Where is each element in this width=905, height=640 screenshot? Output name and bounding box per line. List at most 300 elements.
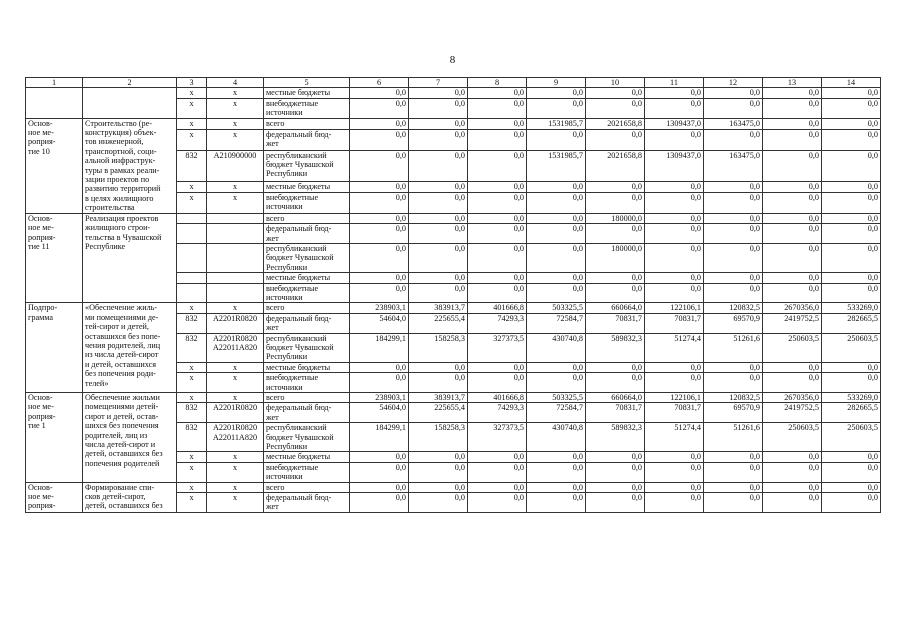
- amount-cell: 0,0: [350, 88, 409, 98]
- column-number-3: 3: [177, 78, 207, 88]
- amount-cell: 184299,1: [350, 333, 409, 362]
- funding-source: всего: [264, 482, 350, 492]
- amount-cell: 0,0: [409, 192, 468, 213]
- amount-cell: 2021658,8: [586, 118, 645, 129]
- amount-cell: 533269,0: [822, 303, 881, 313]
- amount-cell: 327373,5: [468, 333, 527, 362]
- budget-code: x: [207, 373, 264, 393]
- amount-cell: 0,0: [468, 452, 527, 462]
- amount-cell: 0,0: [527, 98, 586, 118]
- amount-cell: 0,0: [645, 283, 704, 303]
- amount-cell: 0,0: [409, 493, 468, 513]
- amount-cell: 0,0: [704, 362, 763, 372]
- admin-code: x: [177, 129, 207, 150]
- funding-source: федеральный бюд- жет: [264, 403, 350, 423]
- amount-cell: 0,0: [822, 224, 881, 244]
- amount-cell: 0,0: [822, 98, 881, 118]
- amount-cell: 0,0: [704, 129, 763, 150]
- column-number-1: 1: [26, 78, 83, 88]
- amount-cell: 2419752,5: [763, 313, 822, 333]
- amount-cell: 0,0: [822, 452, 881, 462]
- amount-cell: 0,0: [704, 452, 763, 462]
- amount-cell: 0,0: [527, 181, 586, 192]
- amount-cell: 0,0: [409, 362, 468, 372]
- column-number-4: 4: [207, 78, 264, 88]
- amount-cell: 0,0: [586, 283, 645, 303]
- budget-code: x: [207, 303, 264, 313]
- amount-cell: 0,0: [468, 273, 527, 283]
- amount-cell: 51274,4: [645, 423, 704, 452]
- column-number-8: 8: [468, 78, 527, 88]
- admin-code: [177, 273, 207, 283]
- amount-cell: 0,0: [822, 213, 881, 223]
- admin-code: x: [177, 192, 207, 213]
- budget-code: А2201R0820: [207, 313, 264, 333]
- amount-cell: 0,0: [822, 373, 881, 393]
- amount-cell: 180000,0: [586, 243, 645, 272]
- amount-cell: 69570,9: [704, 313, 763, 333]
- measure-description: Формирование спи- сков детей-сирот, детей, оставшихся без: [83, 482, 177, 512]
- page-number: 8: [449, 54, 456, 66]
- measure-description: Обеспечение жильми помещениями детей- сирот и детей, остав- шихся без попечения родителей, лиц из числа детей-сирот и детей, оставшихся без попечения родителей: [83, 393, 177, 483]
- amount-cell: 383913,7: [409, 393, 468, 403]
- amount-cell: 0,0: [409, 452, 468, 462]
- amount-cell: 0,0: [704, 462, 763, 482]
- amount-cell: 0,0: [527, 192, 586, 213]
- amount-cell: 0,0: [350, 192, 409, 213]
- amount-cell: 163475,0: [704, 118, 763, 129]
- amount-cell: 0,0: [350, 150, 409, 181]
- amount-cell: 0,0: [350, 362, 409, 372]
- amount-cell: 0,0: [763, 493, 822, 513]
- amount-cell: 72584,7: [527, 403, 586, 423]
- amount-cell: 0,0: [468, 192, 527, 213]
- amount-cell: 0,0: [763, 462, 822, 482]
- table-row: [26, 303, 881, 313]
- amount-cell: 282665,5: [822, 313, 881, 333]
- amount-cell: 0,0: [468, 150, 527, 181]
- amount-cell: 0,0: [527, 283, 586, 303]
- funding-source: местные бюджеты: [264, 362, 350, 372]
- amount-cell: 0,0: [350, 98, 409, 118]
- funding-source: федеральный бюд- жет: [264, 129, 350, 150]
- amount-cell: 54604,0: [350, 313, 409, 333]
- amount-cell: 589832,3: [586, 333, 645, 362]
- amount-cell: 0,0: [409, 88, 468, 98]
- amount-cell: 430740,8: [527, 423, 586, 452]
- amount-cell: 51261,6: [704, 423, 763, 452]
- funding-source: федеральный бюд- жет: [264, 313, 350, 333]
- amount-cell: 0,0: [645, 452, 704, 462]
- amount-cell: 0,0: [645, 192, 704, 213]
- amount-cell: 0,0: [350, 129, 409, 150]
- amount-cell: 0,0: [763, 181, 822, 192]
- amount-cell: 225655,4: [409, 313, 468, 333]
- funding-source: внебюджетные источники: [264, 283, 350, 303]
- table-row: [26, 118, 881, 129]
- admin-code: 832: [177, 403, 207, 423]
- amount-cell: 0,0: [527, 243, 586, 272]
- amount-cell: 250603,5: [763, 423, 822, 452]
- amount-cell: 0,0: [645, 129, 704, 150]
- amount-cell: 0,0: [822, 243, 881, 272]
- admin-code: 832: [177, 333, 207, 362]
- budget-table: [25, 77, 881, 513]
- amount-cell: 0,0: [350, 452, 409, 462]
- column-number-6: 6: [350, 78, 409, 88]
- amount-cell: 0,0: [527, 462, 586, 482]
- amount-cell: 0,0: [822, 462, 881, 482]
- admin-code: [177, 224, 207, 244]
- amount-cell: 0,0: [350, 462, 409, 482]
- amount-cell: 0,0: [468, 283, 527, 303]
- funding-source: местные бюджеты: [264, 181, 350, 192]
- column-number-12: 12: [704, 78, 763, 88]
- measure-description: Строительство (ре- конструкция) объек- тов инженерной, транспортной, соци- альной инфраструк- туры в рамках реали- зации проектов по развитию территорий в целях жилищного строительства: [83, 118, 177, 213]
- budget-code: x: [207, 129, 264, 150]
- amount-cell: 0,0: [704, 243, 763, 272]
- amount-cell: 0,0: [468, 129, 527, 150]
- admin-code: 832: [177, 150, 207, 181]
- amount-cell: 0,0: [763, 224, 822, 244]
- amount-cell: 0,0: [586, 181, 645, 192]
- amount-cell: 0,0: [527, 362, 586, 372]
- budget-code: x: [207, 192, 264, 213]
- budget-code: [207, 213, 264, 223]
- amount-cell: 0,0: [409, 181, 468, 192]
- amount-cell: 0,0: [704, 98, 763, 118]
- measure-label: Основ- ное ме- роприя- тие 11: [26, 213, 83, 303]
- admin-code: x: [177, 373, 207, 393]
- admin-code: x: [177, 482, 207, 492]
- admin-code: x: [177, 493, 207, 513]
- amount-cell: 0,0: [527, 88, 586, 98]
- admin-code: x: [177, 393, 207, 403]
- budget-code: x: [207, 462, 264, 482]
- amount-cell: 0,0: [468, 482, 527, 492]
- amount-cell: 0,0: [468, 362, 527, 372]
- funding-source: федеральный бюд- жет: [264, 493, 350, 513]
- amount-cell: 0,0: [645, 482, 704, 492]
- amount-cell: 54604,0: [350, 403, 409, 423]
- amount-cell: 0,0: [527, 373, 586, 393]
- admin-code: x: [177, 362, 207, 372]
- measure-label: Основ- ное ме- роприя- тие 1: [26, 393, 83, 483]
- amount-cell: 70831,7: [645, 403, 704, 423]
- measure-description: Реализация проектов жилищного строи- тельства в Чувашской Республике: [83, 213, 177, 303]
- amount-cell: 2670356,0: [763, 393, 822, 403]
- table-row: [26, 482, 881, 492]
- amount-cell: 0,0: [763, 129, 822, 150]
- amount-cell: 0,0: [586, 462, 645, 482]
- column-number-14: 14: [822, 78, 881, 88]
- measure-label: Основ- ное ме- роприя- тие 10: [26, 118, 83, 213]
- amount-cell: 0,0: [350, 181, 409, 192]
- amount-cell: 0,0: [763, 98, 822, 118]
- amount-cell: 0,0: [586, 88, 645, 98]
- amount-cell: 0,0: [350, 482, 409, 492]
- budget-code: А2201R0820 А22011А820: [207, 333, 264, 362]
- amount-cell: 0,0: [704, 224, 763, 244]
- amount-cell: 401666,8: [468, 303, 527, 313]
- budget-code: А2201R0820 А22011А820: [207, 423, 264, 452]
- amount-cell: 122106,1: [645, 393, 704, 403]
- table-row: [26, 393, 881, 403]
- admin-code: 832: [177, 423, 207, 452]
- amount-cell: 0,0: [763, 150, 822, 181]
- amount-cell: 0,0: [409, 373, 468, 393]
- amount-cell: 660664,0: [586, 393, 645, 403]
- amount-cell: 0,0: [822, 150, 881, 181]
- budget-code: x: [207, 88, 264, 98]
- funding-source: внебюджетные источники: [264, 462, 350, 482]
- amount-cell: 0,0: [586, 452, 645, 462]
- amount-cell: 0,0: [763, 452, 822, 462]
- amount-cell: 282665,5: [822, 403, 881, 423]
- measure-label: Основ- ное ме- роприя-: [26, 482, 83, 512]
- amount-cell: 120832,5: [704, 303, 763, 313]
- amount-cell: 0,0: [527, 129, 586, 150]
- amount-cell: 2021658,8: [586, 150, 645, 181]
- measure-label: [26, 88, 83, 118]
- amount-cell: 0,0: [822, 118, 881, 129]
- budget-code: [207, 283, 264, 303]
- measure-description: «Обеспечение жиль- ми помещениями де- тей-сирот и детей, оставшихся без попе- чения родителей, лиц из числа детей-сирот и детей, оставшихся без попечения роди- телей»: [83, 303, 177, 393]
- column-number-7: 7: [409, 78, 468, 88]
- amount-cell: 0,0: [645, 98, 704, 118]
- amount-cell: 0,0: [468, 213, 527, 223]
- amount-cell: 74293,3: [468, 313, 527, 333]
- amount-cell: 0,0: [409, 482, 468, 492]
- amount-cell: 1309437,0: [645, 150, 704, 181]
- amount-cell: 0,0: [763, 88, 822, 98]
- amount-cell: 0,0: [468, 243, 527, 272]
- funding-source: местные бюджеты: [264, 88, 350, 98]
- column-number-5: 5: [264, 78, 350, 88]
- amount-cell: 0,0: [468, 98, 527, 118]
- amount-cell: 0,0: [645, 462, 704, 482]
- amount-cell: 0,0: [645, 213, 704, 223]
- amount-cell: 0,0: [645, 493, 704, 513]
- amount-cell: 69570,9: [704, 403, 763, 423]
- amount-cell: 401666,8: [468, 393, 527, 403]
- column-number-11: 11: [645, 78, 704, 88]
- amount-cell: 184299,1: [350, 423, 409, 452]
- budget-code: А210900000: [207, 150, 264, 181]
- amount-cell: 0,0: [409, 273, 468, 283]
- amount-cell: 0,0: [763, 362, 822, 372]
- amount-cell: 0,0: [822, 283, 881, 303]
- amount-cell: 0,0: [645, 273, 704, 283]
- amount-cell: 0,0: [704, 283, 763, 303]
- amount-cell: 0,0: [645, 243, 704, 272]
- amount-cell: 0,0: [704, 482, 763, 492]
- budget-code: [207, 243, 264, 272]
- amount-cell: 0,0: [409, 283, 468, 303]
- budget-code: x: [207, 362, 264, 372]
- admin-code: x: [177, 452, 207, 462]
- column-number-13: 13: [763, 78, 822, 88]
- admin-code: [177, 213, 207, 223]
- amount-cell: 383913,7: [409, 303, 468, 313]
- amount-cell: 2419752,5: [763, 403, 822, 423]
- amount-cell: 158258,3: [409, 423, 468, 452]
- amount-cell: 0,0: [409, 462, 468, 482]
- amount-cell: 0,0: [822, 273, 881, 283]
- amount-cell: 0,0: [704, 373, 763, 393]
- measure-description: [83, 88, 177, 118]
- amount-cell: 0,0: [350, 213, 409, 223]
- funding-source: всего: [264, 118, 350, 129]
- amount-cell: 163475,0: [704, 150, 763, 181]
- funding-source: внебюджетные источники: [264, 373, 350, 393]
- amount-cell: 0,0: [468, 373, 527, 393]
- amount-cell: 0,0: [763, 243, 822, 272]
- amount-cell: 589832,3: [586, 423, 645, 452]
- admin-code: [177, 283, 207, 303]
- amount-cell: 0,0: [409, 129, 468, 150]
- amount-cell: 0,0: [350, 283, 409, 303]
- amount-cell: 0,0: [409, 243, 468, 272]
- amount-cell: 0,0: [763, 118, 822, 129]
- funding-source: республиканский бюджет Чувашской Республики: [264, 423, 350, 452]
- amount-cell: 70831,7: [586, 313, 645, 333]
- budget-code: А2201R0820: [207, 403, 264, 423]
- funding-source: республиканский бюджет Чувашской Республики: [264, 333, 350, 362]
- budget-code: x: [207, 118, 264, 129]
- table-row: [26, 213, 881, 223]
- admin-code: x: [177, 98, 207, 118]
- amount-cell: 0,0: [645, 362, 704, 372]
- admin-code: 832: [177, 313, 207, 333]
- amount-cell: 0,0: [527, 273, 586, 283]
- amount-cell: 0,0: [822, 192, 881, 213]
- amount-cell: 0,0: [350, 373, 409, 393]
- amount-cell: 0,0: [586, 98, 645, 118]
- amount-cell: 1531985,7: [527, 150, 586, 181]
- amount-cell: 0,0: [645, 88, 704, 98]
- amount-cell: 0,0: [822, 181, 881, 192]
- budget-code: [207, 273, 264, 283]
- table-row: [26, 88, 881, 98]
- funding-source: республиканский бюджет Чувашской Республики: [264, 243, 350, 272]
- amount-cell: 0,0: [822, 493, 881, 513]
- amount-cell: 0,0: [586, 482, 645, 492]
- amount-cell: 0,0: [468, 462, 527, 482]
- amount-cell: 503325,5: [527, 393, 586, 403]
- budget-code: x: [207, 452, 264, 462]
- admin-code: x: [177, 181, 207, 192]
- amount-cell: 0,0: [527, 224, 586, 244]
- amount-cell: 0,0: [409, 118, 468, 129]
- amount-cell: 250603,5: [822, 423, 881, 452]
- amount-cell: 0,0: [645, 181, 704, 192]
- amount-cell: 0,0: [409, 150, 468, 181]
- budget-code: x: [207, 393, 264, 403]
- amount-cell: 0,0: [409, 213, 468, 223]
- amount-cell: 72584,7: [527, 313, 586, 333]
- amount-cell: 430740,8: [527, 333, 586, 362]
- amount-cell: 0,0: [704, 181, 763, 192]
- amount-cell: 0,0: [586, 129, 645, 150]
- budget-code: [207, 224, 264, 244]
- amount-cell: 0,0: [704, 192, 763, 213]
- amount-cell: 238903,1: [350, 303, 409, 313]
- amount-cell: 0,0: [409, 224, 468, 244]
- amount-cell: 0,0: [468, 88, 527, 98]
- amount-cell: 225655,4: [409, 403, 468, 423]
- amount-cell: 0,0: [704, 493, 763, 513]
- amount-cell: 0,0: [350, 273, 409, 283]
- budget-code: x: [207, 98, 264, 118]
- amount-cell: 0,0: [350, 224, 409, 244]
- amount-cell: 180000,0: [586, 213, 645, 223]
- amount-cell: 0,0: [586, 362, 645, 372]
- column-number-2: 2: [83, 78, 177, 88]
- amount-cell: 0,0: [704, 88, 763, 98]
- amount-cell: 0,0: [586, 273, 645, 283]
- amount-cell: 1309437,0: [645, 118, 704, 129]
- amount-cell: 0,0: [350, 493, 409, 513]
- amount-cell: 0,0: [763, 273, 822, 283]
- amount-cell: 0,0: [527, 493, 586, 513]
- funding-source: местные бюджеты: [264, 273, 350, 283]
- amount-cell: 1531985,7: [527, 118, 586, 129]
- amount-cell: 0,0: [645, 224, 704, 244]
- amount-cell: 51261,6: [704, 333, 763, 362]
- amount-cell: 0,0: [763, 482, 822, 492]
- amount-cell: 0,0: [409, 98, 468, 118]
- column-number-9: 9: [527, 78, 586, 88]
- amount-cell: 0,0: [645, 373, 704, 393]
- budget-code: x: [207, 482, 264, 492]
- amount-cell: 70831,7: [586, 403, 645, 423]
- amount-cell: 0,0: [527, 482, 586, 492]
- amount-cell: 0,0: [763, 283, 822, 303]
- admin-code: x: [177, 88, 207, 98]
- amount-cell: 2670356,0: [763, 303, 822, 313]
- amount-cell: 0,0: [350, 118, 409, 129]
- amount-cell: 0,0: [586, 224, 645, 244]
- amount-cell: 533269,0: [822, 393, 881, 403]
- amount-cell: 0,0: [586, 373, 645, 393]
- funding-source: всего: [264, 393, 350, 403]
- amount-cell: 122106,1: [645, 303, 704, 313]
- amount-cell: 70831,7: [645, 313, 704, 333]
- amount-cell: 503325,5: [527, 303, 586, 313]
- funding-source: республиканский бюджет Чувашской Республики: [264, 150, 350, 181]
- amount-cell: 660664,0: [586, 303, 645, 313]
- funding-source: местные бюджеты: [264, 452, 350, 462]
- funding-source: федеральный бюд- жет: [264, 224, 350, 244]
- amount-cell: 0,0: [763, 373, 822, 393]
- column-number-10: 10: [586, 78, 645, 88]
- budget-code: x: [207, 493, 264, 513]
- amount-cell: 250603,5: [763, 333, 822, 362]
- amount-cell: 0,0: [527, 213, 586, 223]
- amount-cell: 74293,3: [468, 403, 527, 423]
- admin-code: x: [177, 462, 207, 482]
- admin-code: x: [177, 303, 207, 313]
- amount-cell: 0,0: [822, 362, 881, 372]
- budget-code: x: [207, 181, 264, 192]
- amount-cell: 0,0: [350, 243, 409, 272]
- amount-cell: 0,0: [822, 129, 881, 150]
- amount-cell: 0,0: [527, 452, 586, 462]
- funding-source: всего: [264, 303, 350, 313]
- amount-cell: 0,0: [822, 482, 881, 492]
- admin-code: [177, 243, 207, 272]
